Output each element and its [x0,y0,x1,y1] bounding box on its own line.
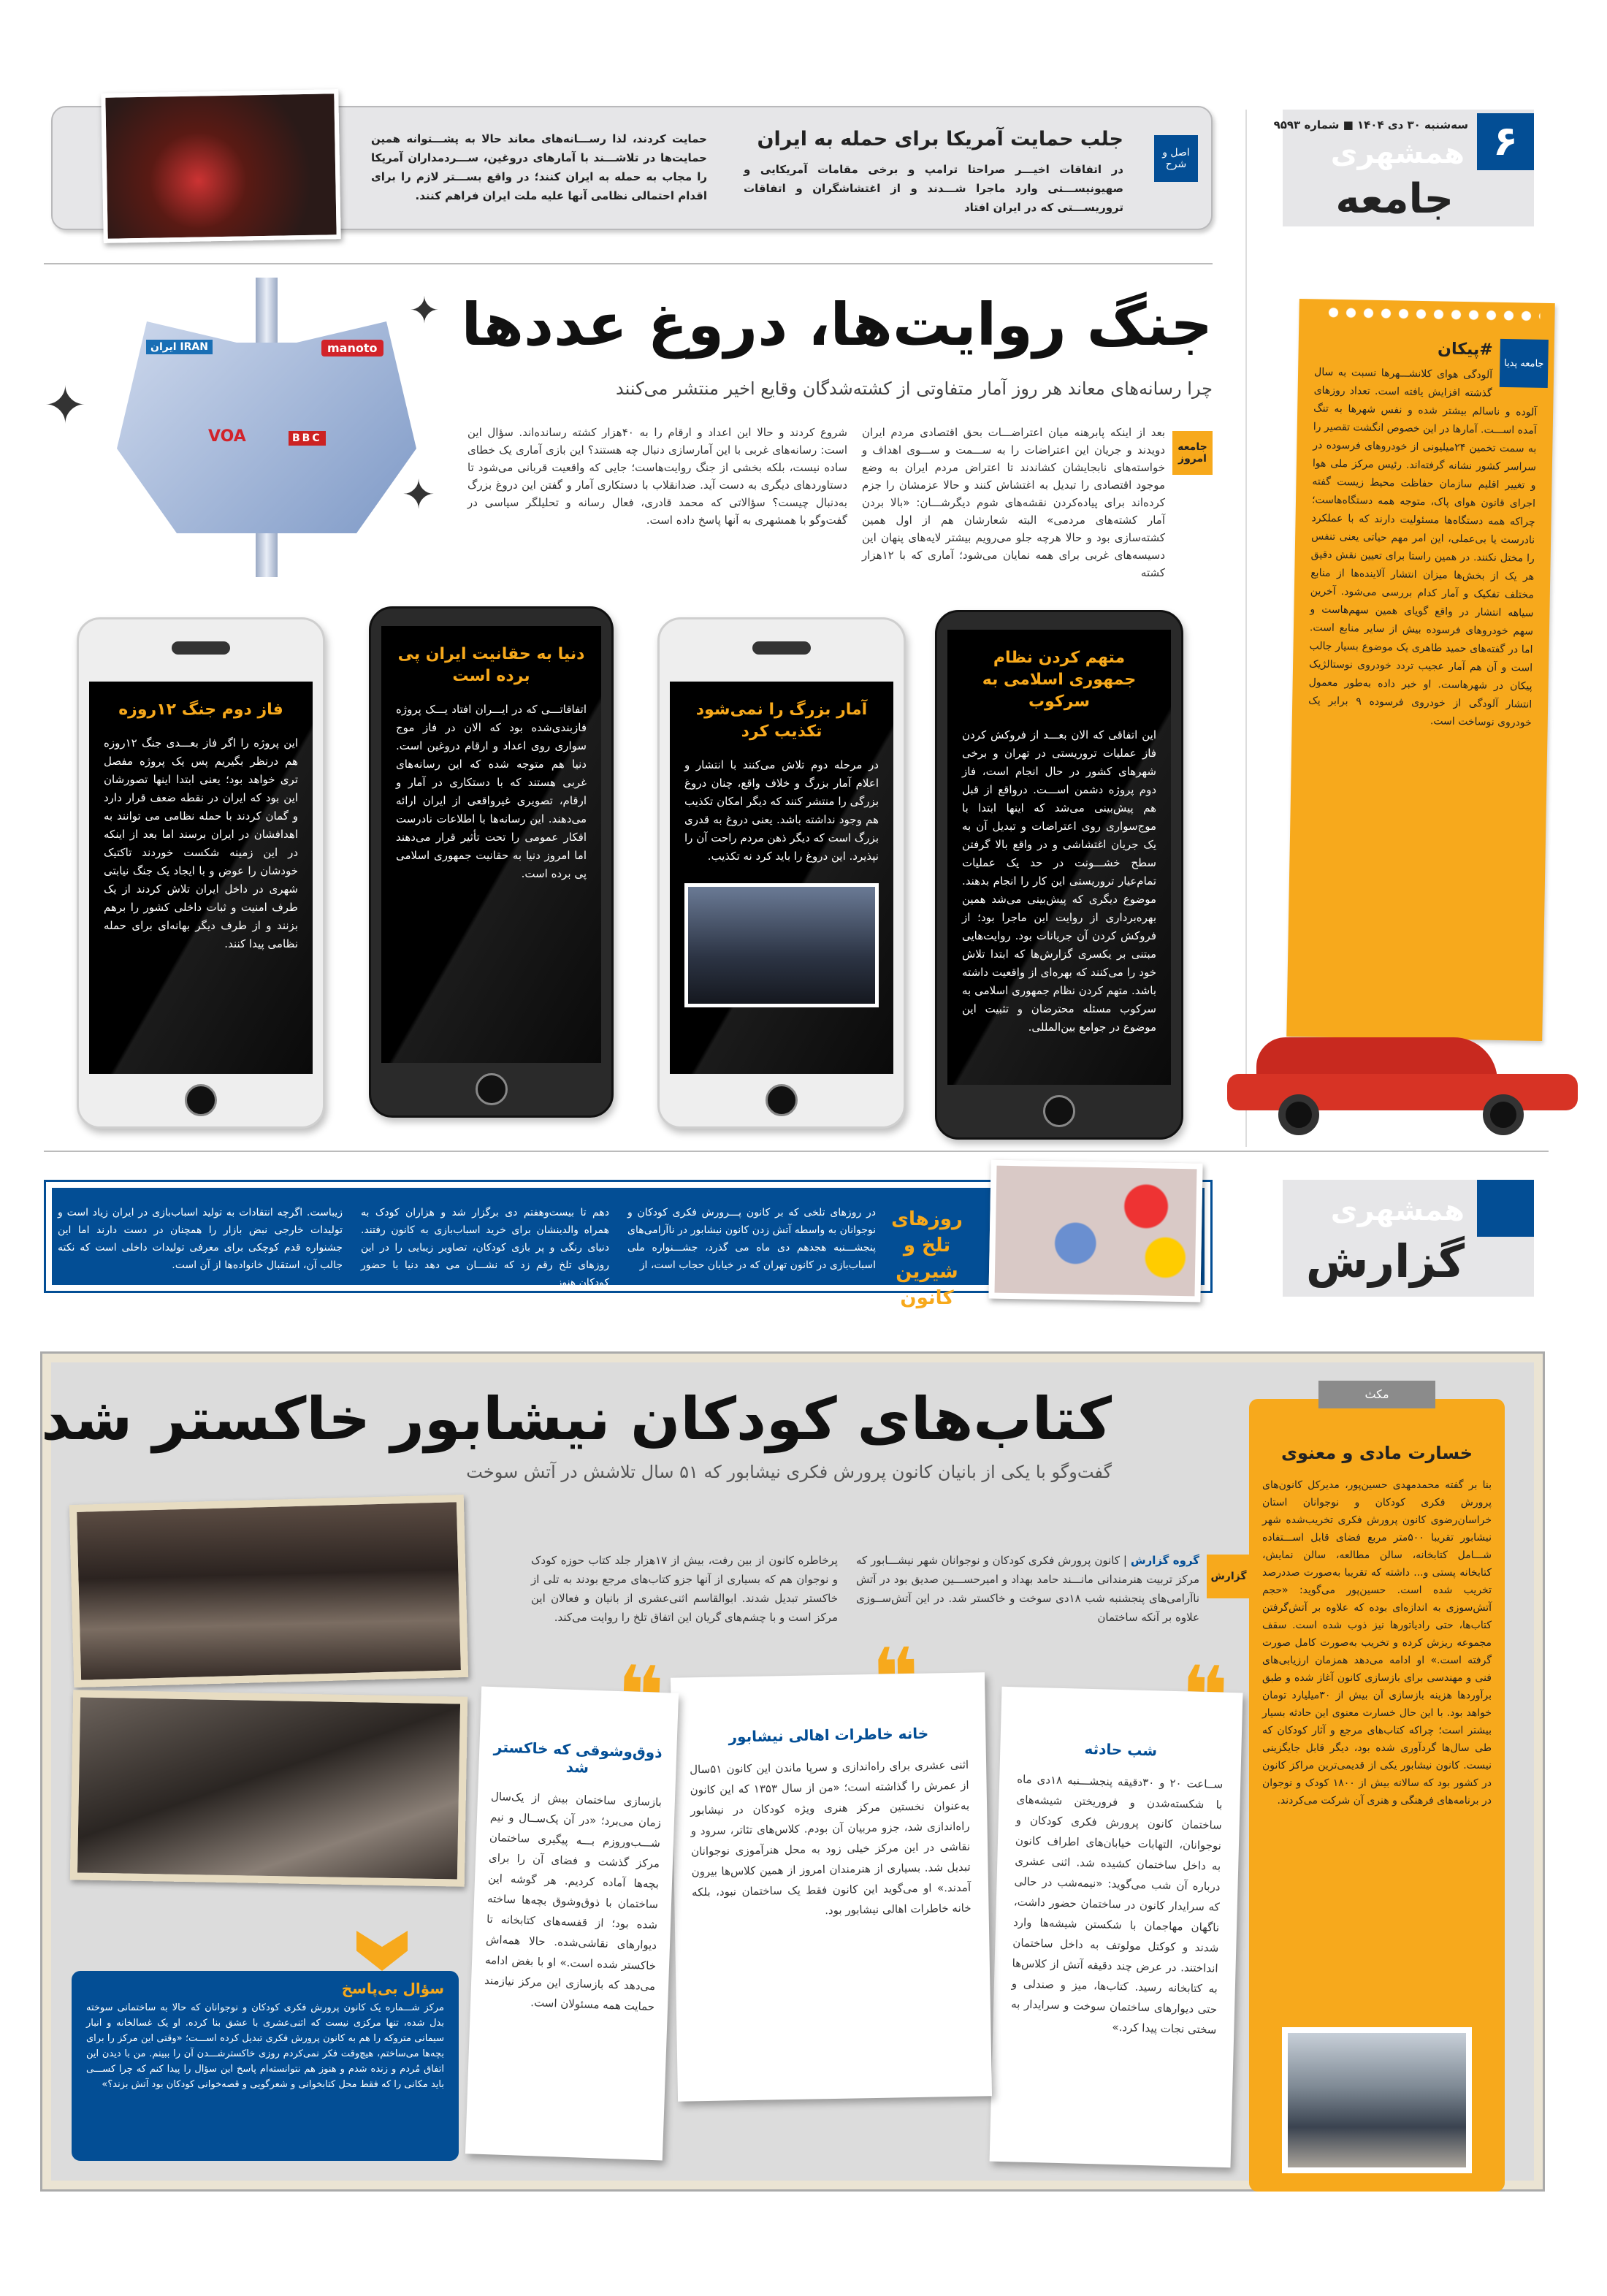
voa-logo: VOA [208,427,246,446]
phone-body: در مرحله دوم تلاش می‌کنند با انتشار و اعلام آمار بزرگ و خلاف واقع، چنان دروغ بزرگی را منتشر کنند که دیگر امکان تکذیب هم وجود نداشته باشد. یعنی دروغ به قدری بزرگ است که دیگر ذهن مردم راحت آن را نپذیرد. این دروغ را باید کرد نه تکذیب. [684,758,879,863]
report-tag: گزارش [1207,1555,1251,1598]
masthead-logo: همشهری [1330,1194,1465,1227]
card-body: بازسازی ساختمان بیش از یک‌سال زمان می‌برد؛ «در آن یک‌ســال و نیم شـــب‌وروزم بـــه پیگیری ساختمان مرکز گذشت و فضای آن را برای بچه‌ها آماده کردیم. هر گوشه این ساختمان با ذوق‌وشوق بچه‌ها ساخته شده بود؛ از قفسه‌های کتابخانه تا دیوارهای نقاشی‌شده. حالا همه‌اش خاکستر شده است.» او با بغض ادامه می‌دهد که بازسازی این مرکز نیازمند حمایت همه مسئولان است. [484,1790,663,2014]
crow-icon: ✦ [409,289,440,332]
note-tag: جامعه پدیا [1500,339,1549,388]
home-button-icon [476,1073,508,1105]
report-headline: کتاب‌های کودکان نیشابور خاکستر شد [41,1385,1112,1453]
explainer-title: جلب حمایت آمریکا برای حمله به ایران [757,128,1123,150]
banner-title: روزهای تلخ و شیرین کانون [891,1208,963,1309]
main-col1: بعد از اینکه پابرهنه میان اعتراضـــات بحق اقتصادی مردم ایران دویدند و جریان این اعتراضات را به ســـمت و ســـوی اهداف و خواسته‌های نابجایشان کشاندند تا اعتراض مردم ایران به وضع موجود اقتصادی را تبدیل به اغتشاش کنند و حالا عزمشان را جزم کرده‌اند برای پیاده‌کردن نقشه‌های شوم دیگرشـــان: «بالا بردن آمار کشته‌های مردمی» البته شعارشان هم از اول همین کشته‌سازی بود و حالا هرچه جلو می‌رویم بیشتر لایه‌های پنهان این دسیسه‌های غربی برای همه نمایان می‌شود؛ آماری که با ۱۲هزار کشته [862,426,1165,579]
media-illustration [44,270,453,577]
report-lead2: پرخاطره کانون از بین رفت، بیش از ۱۷هزار جلد کتاب حوزه کودک و نوجوان هم که بسیاری از آنها جزو کتاب‌های مرجع بودند به تلی از خاکستر تبدیل شدند. ابوالقاسم اثنی‌عشری از بانیان و فعالان این مرکز است و با چشم‌های گریان این اتفاق تلخ را روایت می‌کند. [531,1554,838,1624]
page-number: ۶ [1477,113,1534,170]
quote-icon: ❝ [1180,1648,1230,1743]
quote-card [990,1648,1243,2167]
report-subtitle: گفت‌وگو با یکی از بانیان کانون پرورش فکری نیشابور که ۵۱ سال تلاشش در آتش سوخت [466,1462,1112,1482]
qa-title: سؤال بی‌پاسخ [341,1980,444,1997]
main-headline: جنگ روایت‌ها، دروغ عددها [461,291,1213,359]
explainer-body: حمایت کردند، لذا رســـانه‌های معاند حالا به پشـــتوانه همین حمایت‌ها در تلاشـــند با آمارهای دروغین، ســـردمداران آمریکا را مجاب به حمله به ایران کنند؛ در واقع بســـتر لازم را برای اقدام احتمالی نظامی آنها علیه ملت ایران فراهم کنند. [371,132,707,202]
crow-icon: ✦ [44,375,87,435]
divider-vertical [1245,110,1247,1147]
banner-col2: دهم تا بیست‌وهفتم دی برگزار شد و هزاران کودک به همراه والدینشان برای خرید اسباب‌بازی به کانون رفتند. دنیای رنگی و پر بازی کودکان، تصاویر زیبایی را در این روزهای تلخ رقم زد که نشـــان می دهد دنیا با حضور کودکان هنوز [361,1207,609,1289]
makt-label: مکث [1318,1381,1435,1408]
child-with-balloons-photo [988,1159,1202,1302]
phone-body: این پروژه را اگر فاز بعـــدی جنگ ۱۲روزه هم درنظر بگیریم پس یک پروژه مفصل تری خواهد بود؛ یعنی ابتدا اینها تصورشان این بود که ایران در نقطه ضعف قرار دارد و گمان کردند با حمله نظامی می توانند به اهدافشان در ایران برسند اما بعد از اینکه در این زمینه شکست خوردند تاکتیک خودشان را عوض و با ایجاد یک جنگ نیابتی شهری در داخل ایران تلاش کردند از یک طرف امنیت و ثبات داخلی کشور را برهم بزنند و از طرف دیگر بهانه‌ای برای حمله نظامی پیدا کنند. [104,736,298,950]
makt-title: خسارت مادی و معنوی [1280,1443,1473,1463]
phone-card [77,617,325,1129]
card-title: ذوق‌وشوقی که خاکستر شد [493,1738,663,1777]
note-body: آلودگی هوای کلانشـــهرها نسبت به سال گذشته افزایش یافته است. تعداد روزهای آلوده و ناسالم بیشتر شده و نفس شهرها به تنگ آمده اســـت. آمارها در این خصوص انگشت تقصیر را به سمت تخمین ۲۴میلیونی از خودروهای فرسوده در سراسر کشور نشانه گرفته‌اند. رئیس مرکز ملی هوا و تغییر اقلیم سازمان حفاظت محیط زیست گفته اجرای قانون هوای پاک، متوجه همه دستگاه‌هاست؛ چراکه همه دستگاه‌ها مسئولیت دارند که با عملکرد نادرست یا بی‌عملی، این امر مهم حیاتی یعنی تنفس را مختل نکنند. در همین راستا برای تعیین نقش دقیق هر یک از بخش‌ها میزان انتشار آلاینده‌ها از منابع مختلف تفکیک و آمار کدام بررسی می‌شود. آخرین سیاهه انتشار در واقع گویای همین سهم‌هاست و سهم خودروهای فرسوده بیش از سایر منابع است. اما در گفته‌های حمید طاهری یک موضوع بسیار جالب است و آن هم آمار عجیب تردد خودروی نوستالژیک پیکان در شهرهاست. او خبر داده به‌طور معمول انتشار آلودگی از خودروی فرسوده ۹ برابر یک خودروی نوساخت است. [1308,366,1538,729]
crow-icon: ✦ [402,471,436,518]
masthead-logo: همشهری [1330,137,1465,170]
qa-box [72,1971,459,2161]
section-title: جامعه [1335,175,1454,223]
makt-box [1249,1387,1505,2192]
report-blue-square [1477,1180,1534,1237]
page-header [1273,110,1534,226]
divider [44,1151,1549,1152]
banner-col3: زیباست. اگرچه انتقادات به تولید اسباب‌بازی در ایران زیاد است و تولیدات خارجی نبض بازار را همچنان در دست دارند اما این جشنواره قدم کوچکی برای معرفی تولیدات داخلی است که نکته جالب آن، استقبال خانواده‌ها از آن است. [58,1207,343,1271]
quote-card [671,1630,992,2101]
phone-title: فاز دوم جنگ ۱۲روزه [118,701,283,719]
main-subtitle: چرا رسانه‌های معاند هر روز آمار متفاوتی از کشته‌شدگان وقایع اخیر منتشر می‌کنند [616,378,1213,399]
phone-title: دنیا به حقانیت ایران پی برده است [397,645,585,685]
explainer-tag: اصل و شرح [1154,135,1198,182]
card-body: ســاعت ۲۰ و ۳۰دقیقه پنجشـــنبه ۱۸دی ماه با شکسته‌شدن و فروریختن شیشه‌های ساختمان کانون پرورش فکری کودکان و نوجوانان، التهابات خیابان‌های اطراف کانون به داخل ساختمان کشیده شد. اثنی عشری درباره آن شب می‌گوید: «نیمه‌شب در حالی که سرایدار کانون در ساختمان حضور داشت، ناگهان مهاجمان با شکستن شیشه‌ها وارد شدند و کوکتل مولوتف به داخل ساختمان انداختند. در عرض چند دقیقه آتش از کلاس‌ها به کتابخانه رسید. کتاب‌ها، میز و صندلی و حتی دیوارهای ساختمان سوخت و سرایدار به سختی نجات پیدا کرد.» [1010,1772,1224,2037]
phone-card [369,606,614,1118]
spiral-binding [1324,307,1540,322]
report-lead1: گروه گزارش | کانون پرورش فکری کودکان و نوجوانان شهر نیشـــابور که مرکز تربیت هنرمندانی مانـــند حامد بهداد و امیرحســـین صدیق بود در آتش ناآرامی‌های پنجشنبه شب ۱۸دی سوخت و خاکستر شد. در این آتش‌ســوزی علاوه بر آنکه ساختمان [856,1554,1200,1624]
card-title: شب حادثه [1084,1739,1158,1760]
home-button-icon [185,1084,217,1116]
story-tag: جامعه امروز [1172,431,1213,475]
sidebar-note [1286,299,1555,1041]
note-title: #پیکان [1437,340,1493,359]
qa-body: مرکز شـــماره یک کانون پرورش فکری کودکان و نوجوانان که حالا به ساختمانی سوخته بدل شده، تنها مرکزی نیست که اثنی‌عشری با عشق بنا کرده. او یک غسالخانه و انبار سیمانی متروکه را هم به کانون پرورش فکری تبدیل کرده اســـت؛ «وقتی این مرکز را برای بچه‌ها می‌ساختم، هیچ‌وقت فکر نمی‌کردم روزی خاکسترشـــدن آن را ببینم. من با دیدن این اتفاق مُردم و زنده شدم و هنوز هم نتوانسته‌ام پاسخ این سؤال را پیدا کنم که چرا کســـی باید مکانی را که فقط محل کتابخوانی و شعرگویی و قصه‌خوانی کودکان بود آتش بزند؟» [86,2002,444,2090]
dateline: سه‌شنبه ۳۰ دی ۱۴۰۴ ■ شماره ۹۵۹۳ [1273,118,1468,131]
phone-title: آمار بزرگ را نمی‌شود تکذیب کرد [695,701,868,741]
quote-card [465,1647,679,2160]
burnt-library-photo [70,1690,467,1886]
report-byline: گروه گزارش [1130,1554,1199,1567]
home-button-icon [1043,1095,1075,1127]
quote-icon: ❝ [615,1647,666,1744]
iran-international-logo: ایران IRAN [146,340,213,354]
divider [44,263,1213,264]
explainer-lead: در اتفاقات اخیـــر صراحتا ترامپ و برخی مقامات آمریکایی و صهیونیســـتی وارد ماجرا شـــدند و از اغتشاشگران و اتفاقات تروریســـتی که در ایران افتاد [744,163,1123,214]
protest-photo [101,89,341,243]
banner-col1: در روزهای تلخی که بر کانون پـــرورش فکری کودکان و نوجوانان به واسطه آتش زدن کانون نیشابور در ناآرامی‌های پنجشـــنبه هجدهم دی ماه می گذرد، جشـــنواره ملی اسباب‌بازی در کانون تهران که در خیابان حجاب است، از [627,1207,876,1271]
phone-body: این اتفاقی که الان بعـــد از فروکش کردن فاز عملیات تروریستی در تهران و برخی شهرهای کشور در حال انجام است، فاز دوم پروژه دشمن اســـت. درواقع از قبل هم پیش‌بینی می‌شد که اینها ابتدا با موج‌سواری روی اعتراضات و تبدیل آن به یک جریان اغتشاشی و در واقع بالا گرفتن سطح خشـــونت در حد یک عملیات تمام‌عیار تروریستی این کار را انجام بدهند. موضوع دیگری که پیش‌بینی می‌شد همین بهره‌برداری از روایت این ماجرا بود؛ از فروکش کردن آن جریانات بود. روایت‌هایی مبتنی بر یکسری گزارش‌ها که ابتدا تلاش خود را می‌کنند که بهره‌ای از واقعیت داشته باشد. متهم کردن نظام جمهوری اسلامی به سرکوب مسئله محترضان و تثبیت این موضوع در جوامع بین‌المللی. [962,728,1156,1034]
bbc-logo: BBC [289,431,326,446]
paykan-car-image [1227,1037,1578,1140]
section-title: گزارش [1305,1235,1465,1288]
chevron-down-icon [356,1931,408,1971]
main-col2: شروع کردند و حالا این اعداد و ارقام را به ۴۰هزار کشته رسانده‌اند. سؤال این است: رسانه‌های غربی با این آمارسازی دنبال چه هستند؟ این بازی آماری یک خطای ساده نیست، بلکه بخشی از جنگ روایت‌هاست؛ جایی که واقعیت قربانی می‌شود تا دستاوردهای دیگری به دست آید. ضدانقلاب با دستکاری آمار و گفتن این دروغ بزرگ به‌دنبال چیست؟ سؤالاتی که محمد قادری، فعال رسانه و تحلیلگر سیاسی در گفت‌وگو با همشهری به آنها پاسخ داده است. [467,426,847,527]
riot-police-photo [684,883,879,1007]
card-title: خانه خاطرات اهالی نیشابور [728,1724,929,1746]
camera-icon [172,641,230,655]
quote-icon: ❝ [871,1630,920,1725]
report-lead1-text: کانون پرورش فکری کودکان و نوجوانان شهر نیشـــابور که مرکز تربیت هنرمندانی مانـــند حامد بهداد و امیرحســـین صدیق بود در آتش ناآرامی‌های پنجشنبه شب ۱۸دی سوخت و خاکستر شد. در این آتش‌ســوزی علاوه بر آنکه ساختمان [856,1554,1200,1624]
burnt-building-photo [69,1495,468,1687]
makt-body: بنا بر گفته محمدمهدی حسین‌پور، مدیرکل کانون‌های پرورش فکری کودکان و نوجوانان استان خراسان‌رضوی کانون پرورش فکری تخریب‌شده شهر نیشابور تقریبا ۵۰۰متر مربع فضای قابل اســـتفاده شـــامل کتابخانه، سالن مطالعه، سالن نمایش، کتابخانه پستی و... داشته که تقریبا به‌صورت صددرصد تخریب شده است. حسین‌پور می‌گوید: «حجم آتش‌سوزی به اندازه‌ای بوده که علاوه بر آتش‌گرفتن کتاب‌ها، حتی رادیاتورها نیز ذوب شده است. سقف مجموعه ریزش کرده و تخریب به‌صورت کامل صورت گرفته است.» او ادامه می‌دهد همزمان ارزیابی‌های فنی و مهندسی برای بازسازی کانون آغاز شده و طبق برآوردها هزینه بازسازی آن بیش از ۳۰میلیارد تومان خواهد بود. با این حال خسارت معنوی این حادثه بسیار بیشتر است؛ چراکه کتاب‌های مرجع و آثار کودکان که طی سال‌ها گردآوری شده بود، دیگر قابل جایگزینی نیست. کانون نیشابور یکی از قدیمی‌ترین مراکز کانون در کشور بود که سالانه بیش از ۱۸۰۰ کودک و نوجوان در برنامه‌های فرهنگی و هنری آن شرکت می‌کردند. [1262,1479,1492,1807]
phone-card [935,610,1183,1140]
home-button-icon [766,1084,798,1116]
phone-body: اتفاقاتـــی که در ایـــران افتاد یـــک پروژه فازبندی‌شده بود که الان در فاز موج سواری روی اعداد و ارقام دروغین است. دنیا هم متوجه شده که این رسانه‌های غربی هستند که با دستکاری در آمار و ارقام، تصویری غیرواقعی از ایران ارائه می‌دهند. این رسانه‌ها با اطلاعات نادرست افکار عمومی را تحت تأثیر قرار می‌دهند اما امروز دنیا به حقانیت جمهوری اسلامی پی برده است. [396,703,587,880]
camera-icon [752,641,811,655]
report-header [1283,1180,1534,1297]
phone-title: متهم کردن نظام جمهوری اسلامی به سرکوب [982,649,1137,711]
classroom-photo [1282,2027,1472,2173]
manoto-logo: manoto [321,340,383,356]
phone-card [657,617,906,1129]
card-body: اثنی عشری برای راه‌اندازی و سرپا ماندن این کانون ۵۱سال از عمرش را گذاشته است؛ «من از سال ۱۳۵۳ که این کانون به‌عنوان نخستین مرکز هنری ویژه کودکان در نیشابور راه‌اندازی شد، جزو مربیان آن بودم. کلاس‌های تئاتر، سرود و نقاشی در این مرکز خیلی زود به محل هنرآموزی نوجوانان تبدیل شد. بسیاری از هنرمندان امروز از همین کلاس‌ها بیرون آمدند.» او می‌گوید این کانون فقط یک ساختمان نبود، بلکه خانه خاطرات اهالی نیشابور بود. [690,1758,972,1918]
